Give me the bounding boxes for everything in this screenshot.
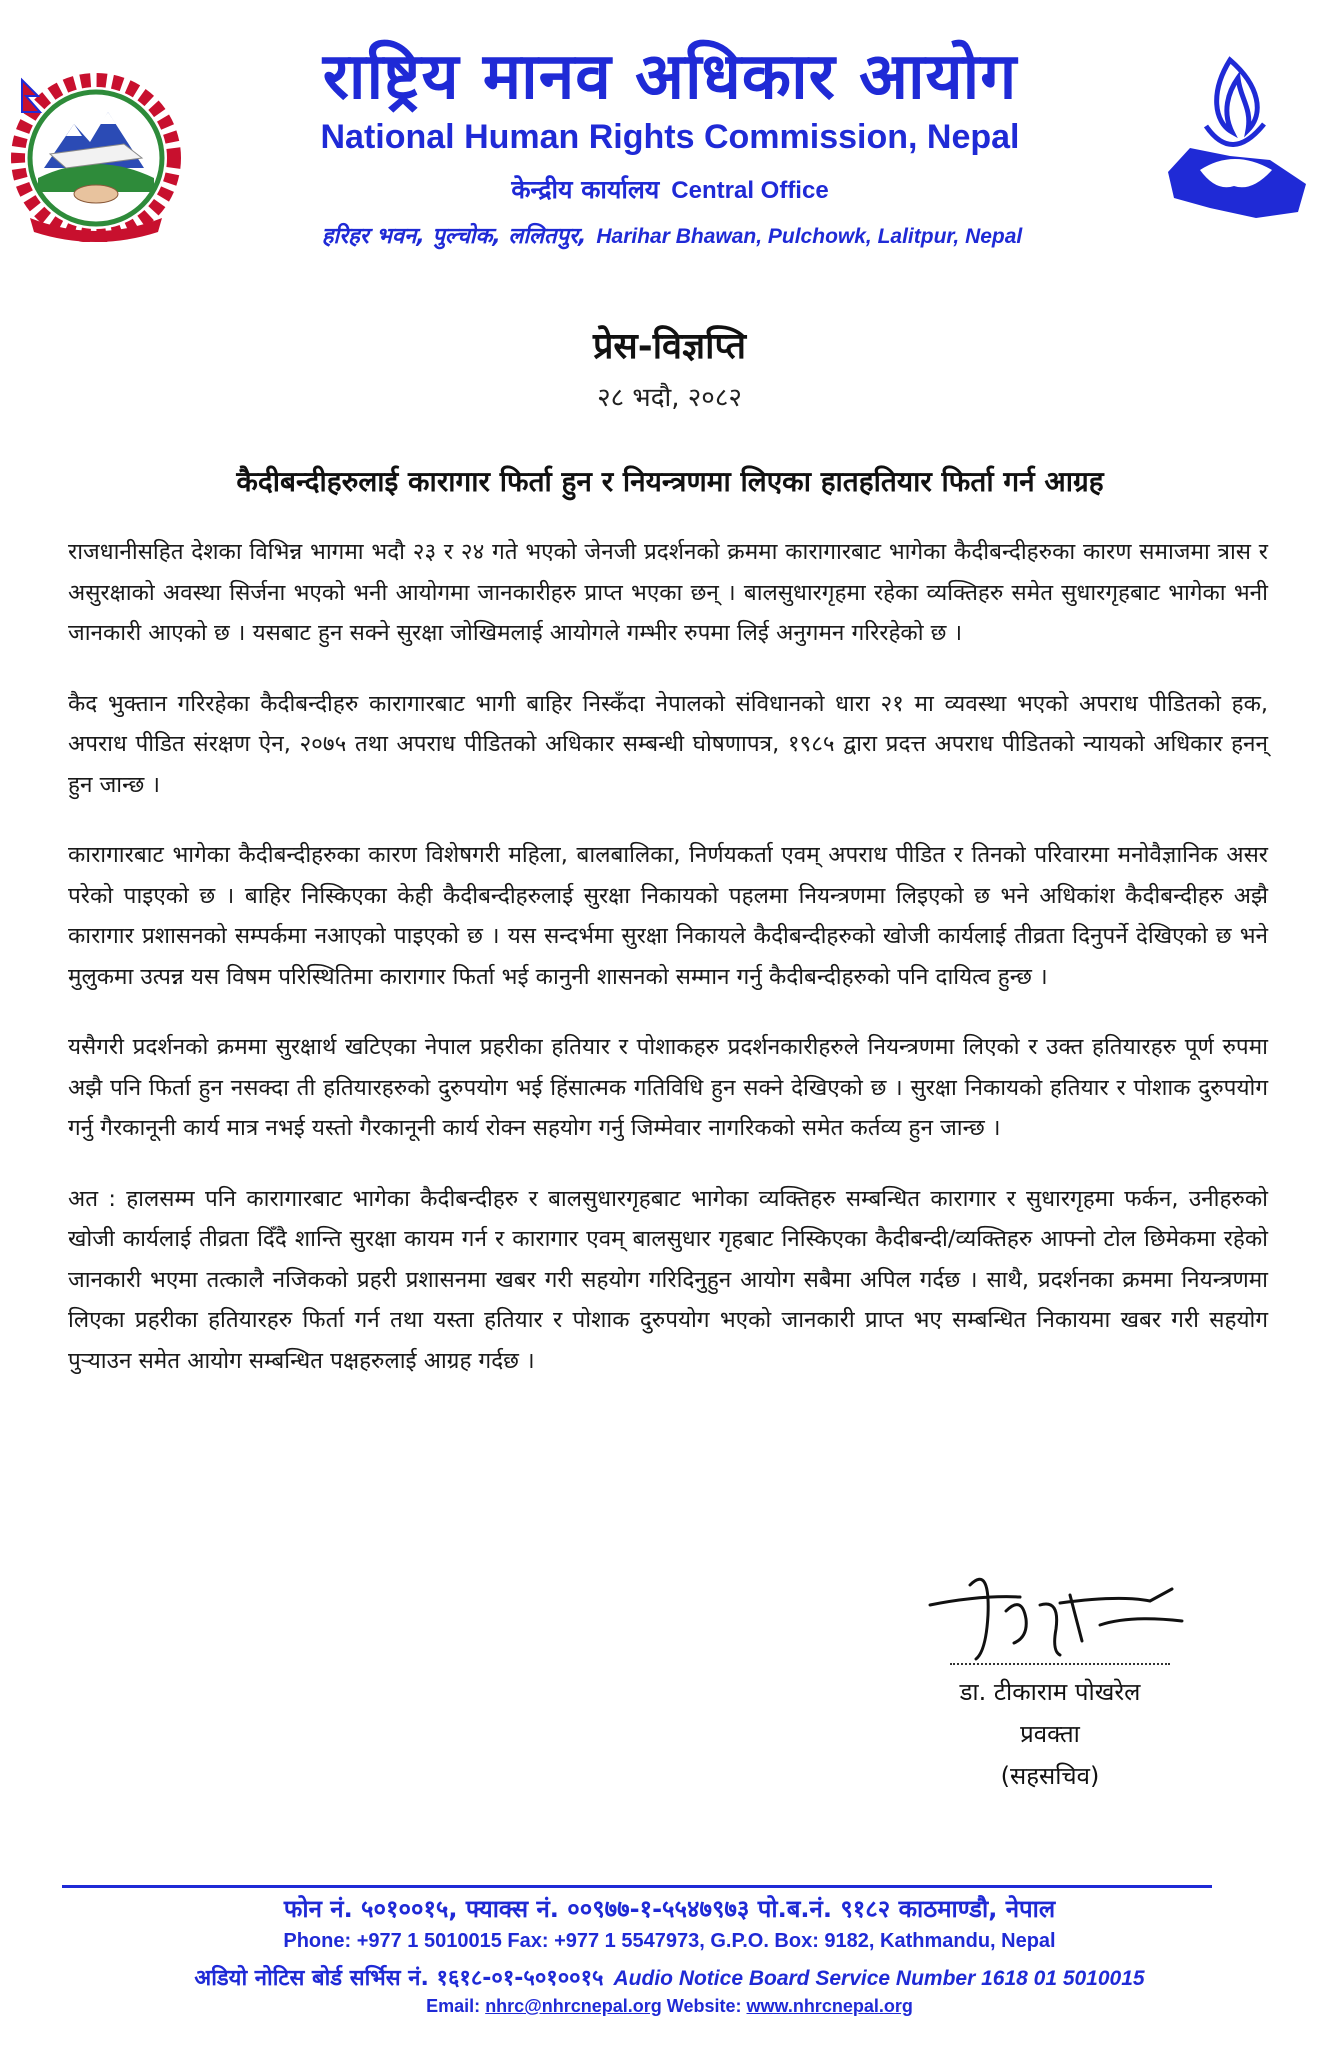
footer-web-line [0, 1996, 1339, 2017]
office-line [260, 172, 1080, 206]
address-english: Harihar Bhawan, Pulchowk, Lalitpur, Nepal [596, 225, 1023, 248]
audio-service-english: Audio Notice Board Service Number 1618 01 5010015 [613, 1967, 1145, 1990]
document-body [68, 532, 1268, 1411]
address-nepali: हरिहर भवन, पुल्चोक, ललितपुर, [321, 224, 587, 249]
org-title-english: National Human Rights Commission, Nepal [320, 118, 1020, 156]
nepal-emblem-icon [4, 72, 189, 242]
nhrc-logo-icon [1160, 52, 1310, 232]
office-nepali: केन्द्रीय कार्यालय [511, 175, 660, 204]
paragraph-3: कारागारबाट भागेका कैदीबन्दीहरुका कारण विशेषगरी महिला, बालबालिका, निर्णयकर्ता एवम् अपराध पीडित र तिनको परिवारमा मनोवैज्ञानिक असर परेको पाइएको छ । बाहिर निस्किएका केही कैदीबन्दीहरुलाई सुरक्षा निकायको पहलमा नियन्त्रणमा लिइएको छ भने अधिकांश कैदीबन्दीहरु अझै कारागार प्रशासनको सम्पर्कमा नआएको पाइएको छ । यस सन्दर्भमा सुरक्षा निकायले कैदीबन्दीहरुको खोजी कार्यलाई तीव्रता दिनुपर्ने देखिएको छ भने मुलुकमा उत्पन्न यस विषम परिस्थितिमा कारागार फिर्ता भई कानुनी शासनको सम्मान गर्नु कैदीबन्दीहरुको पनि दायित्व हुन्छ । [68, 842, 1268, 990]
signatory-rank: (सहसचिव) [1000, 1762, 1100, 1790]
letterhead [0, 0, 1339, 270]
paragraph-1: राजधानीसहित देशका विभिन्न भागमा भदौ २३ र २४ गते भएको जेनजी प्रदर्शनको क्रममा कारागारबाट भागेका कैदीबन्दीहरुका कारण समाजमा त्रास र असुरक्षाको अवस्था सिर्जना भएको भनी आयोगमा जानकारीहरु प्राप्त भएका छन् । बालसुधारगृहमा रहेका व्यक्तिहरु समेत सुधारगृहबाट भागेका भनी जानकारी आएको छ । यसबाट हुन सक्ने सुरक्षा जोखिमलाई आयोगले गम्भीर रुपमा लिई अनुगमन गरिरहेको छ । [68, 539, 1268, 646]
signatory-role: प्रवक्ता [1020, 1720, 1080, 1748]
footer-audio-line [0, 1962, 1339, 1992]
website-label: Website: [666, 1996, 742, 2016]
office-english: Central Office [671, 177, 829, 204]
email-link[interactable]: nhrc@nhrcnepal.org [485, 1996, 662, 2016]
signature-block [900, 1555, 1200, 1815]
address-line [252, 220, 1092, 250]
audio-service-nepali: अडियो नोटिस बोर्ड सर्भिस नं. १६१८-०१-५०१००१५ [194, 1966, 604, 1991]
document-subject: कैदीबन्दीहरुलाई कारागार फिर्ता हुन र नियन्त्रणमा लिएका हातहतियार फिर्ता गर्न आग्रह [236, 465, 1104, 498]
document-date: २८ भदौ, २०८२ [597, 383, 742, 413]
signature-line [950, 1663, 1170, 1665]
paragraph-4: यसैगरी प्रदर्शनको क्रममा सुरक्षार्थ खटिएका नेपाल प्रहरीका हतियार र पोशाकहरु प्रदर्शनकारीहरुले नियन्त्रणमा लिएको र उक्त हतियारहरु पूर्ण रुपमा अझै पनि फिर्ता हुन नसक्दा ती हतियारहरुको दुरुपयोग भई हिंसात्मक गतिविधि हुन सक्ने देखिएको छ । सुरक्षा निकायको हतियार र पोशाक दुरुपयोग गर्नु गैरकानूनी कार्य मात्र नभई यस्तो गैरकानूनी कार्य रोक्न सहयोग गर्नु जिम्मेवार नागरिकको समेत कर्तव्य हुन जान्छ । [68, 1034, 1268, 1141]
paragraph-5: अत : हालसम्म पनि कारागारबाट भागेका कैदीबन्दीहरु र बालसुधारगृहबाट भागेका व्यक्तिहरु सम्बन्धित कारागार र सुधारगृहमा फर्कन, उनीहरुको खोजी कार्यलाई तीव्रता दिँदै शान्ति सुरक्षा कायम गर्न र कारागार एवम् बालसुधार गृहबाट निस्किएका कैदीबन्दी/व्यक्तिहरु आफ्नो टोल छिमेकमा रहेको जानकारी भएमा तत्कालै नजिकको प्रहरी प्रशासनमा खबर गरी सहयोग गरिदिनुहुन आयोग सबैमा अपिल गर्दछ । साथै, प्रदर्शनका क्रममा नियन्त्रणमा लिएका प्रहरीका हतियारहरु फिर्ता गर्न तथा यस्ता हतियार र पोशाक दुरुपयोग भएको जानकारी प्राप्त भए सम्बन्धित निकायमा खबर गरी सहयोग पुऱ्याउन समेत आयोग सम्बन्धित पक्षहरुलाई आग्रह गर्दछ । [68, 1185, 1268, 1374]
footer-contact-nepali: फोन नं. ५०१००१५, फ्याक्स नं. ००९७७-१-५५४७९७३ पो.ब.नं. ९१८२ काठमाण्डौ, नेपाल [283, 1895, 1056, 1923]
handwritten-signature [910, 1555, 1200, 1675]
website-link[interactable]: www.nhrcnepal.org [746, 1996, 913, 2016]
signatory-name: डा. टीकाराम पोखरेल [959, 1678, 1141, 1706]
footer-contact-english: Phone: +977 1 5010015 Fax: +977 1 5547973, G.P.O. Box: 9182, Kathmandu, Nepal [283, 1930, 1056, 1952]
email-label: Email: [426, 1996, 481, 2016]
document-title: प्रेस-विज्ञप्ति [592, 326, 747, 367]
footer-divider [62, 1885, 1212, 1888]
org-title-nepali: राष्ट्रिय मानव अधिकार आयोग [322, 40, 1018, 114]
paragraph-2: कैद भुक्तान गरिरहेका कैदीबन्दीहरु कारागारबाट भागी बाहिर निस्कँदा नेपालको संविधानको धारा २१ मा व्यवस्था भएको अपराध पीडितको हक, अपराध पीडित संरक्षण ऐन, २०७५ तथा अपराध पीडितको अधिकार सम्बन्धी घोषणापत्र, १९८५ द्वारा प्रदत्त अपराध पीडितको न्यायको अधिकार हनन् हुन जान्छ । [68, 690, 1268, 798]
